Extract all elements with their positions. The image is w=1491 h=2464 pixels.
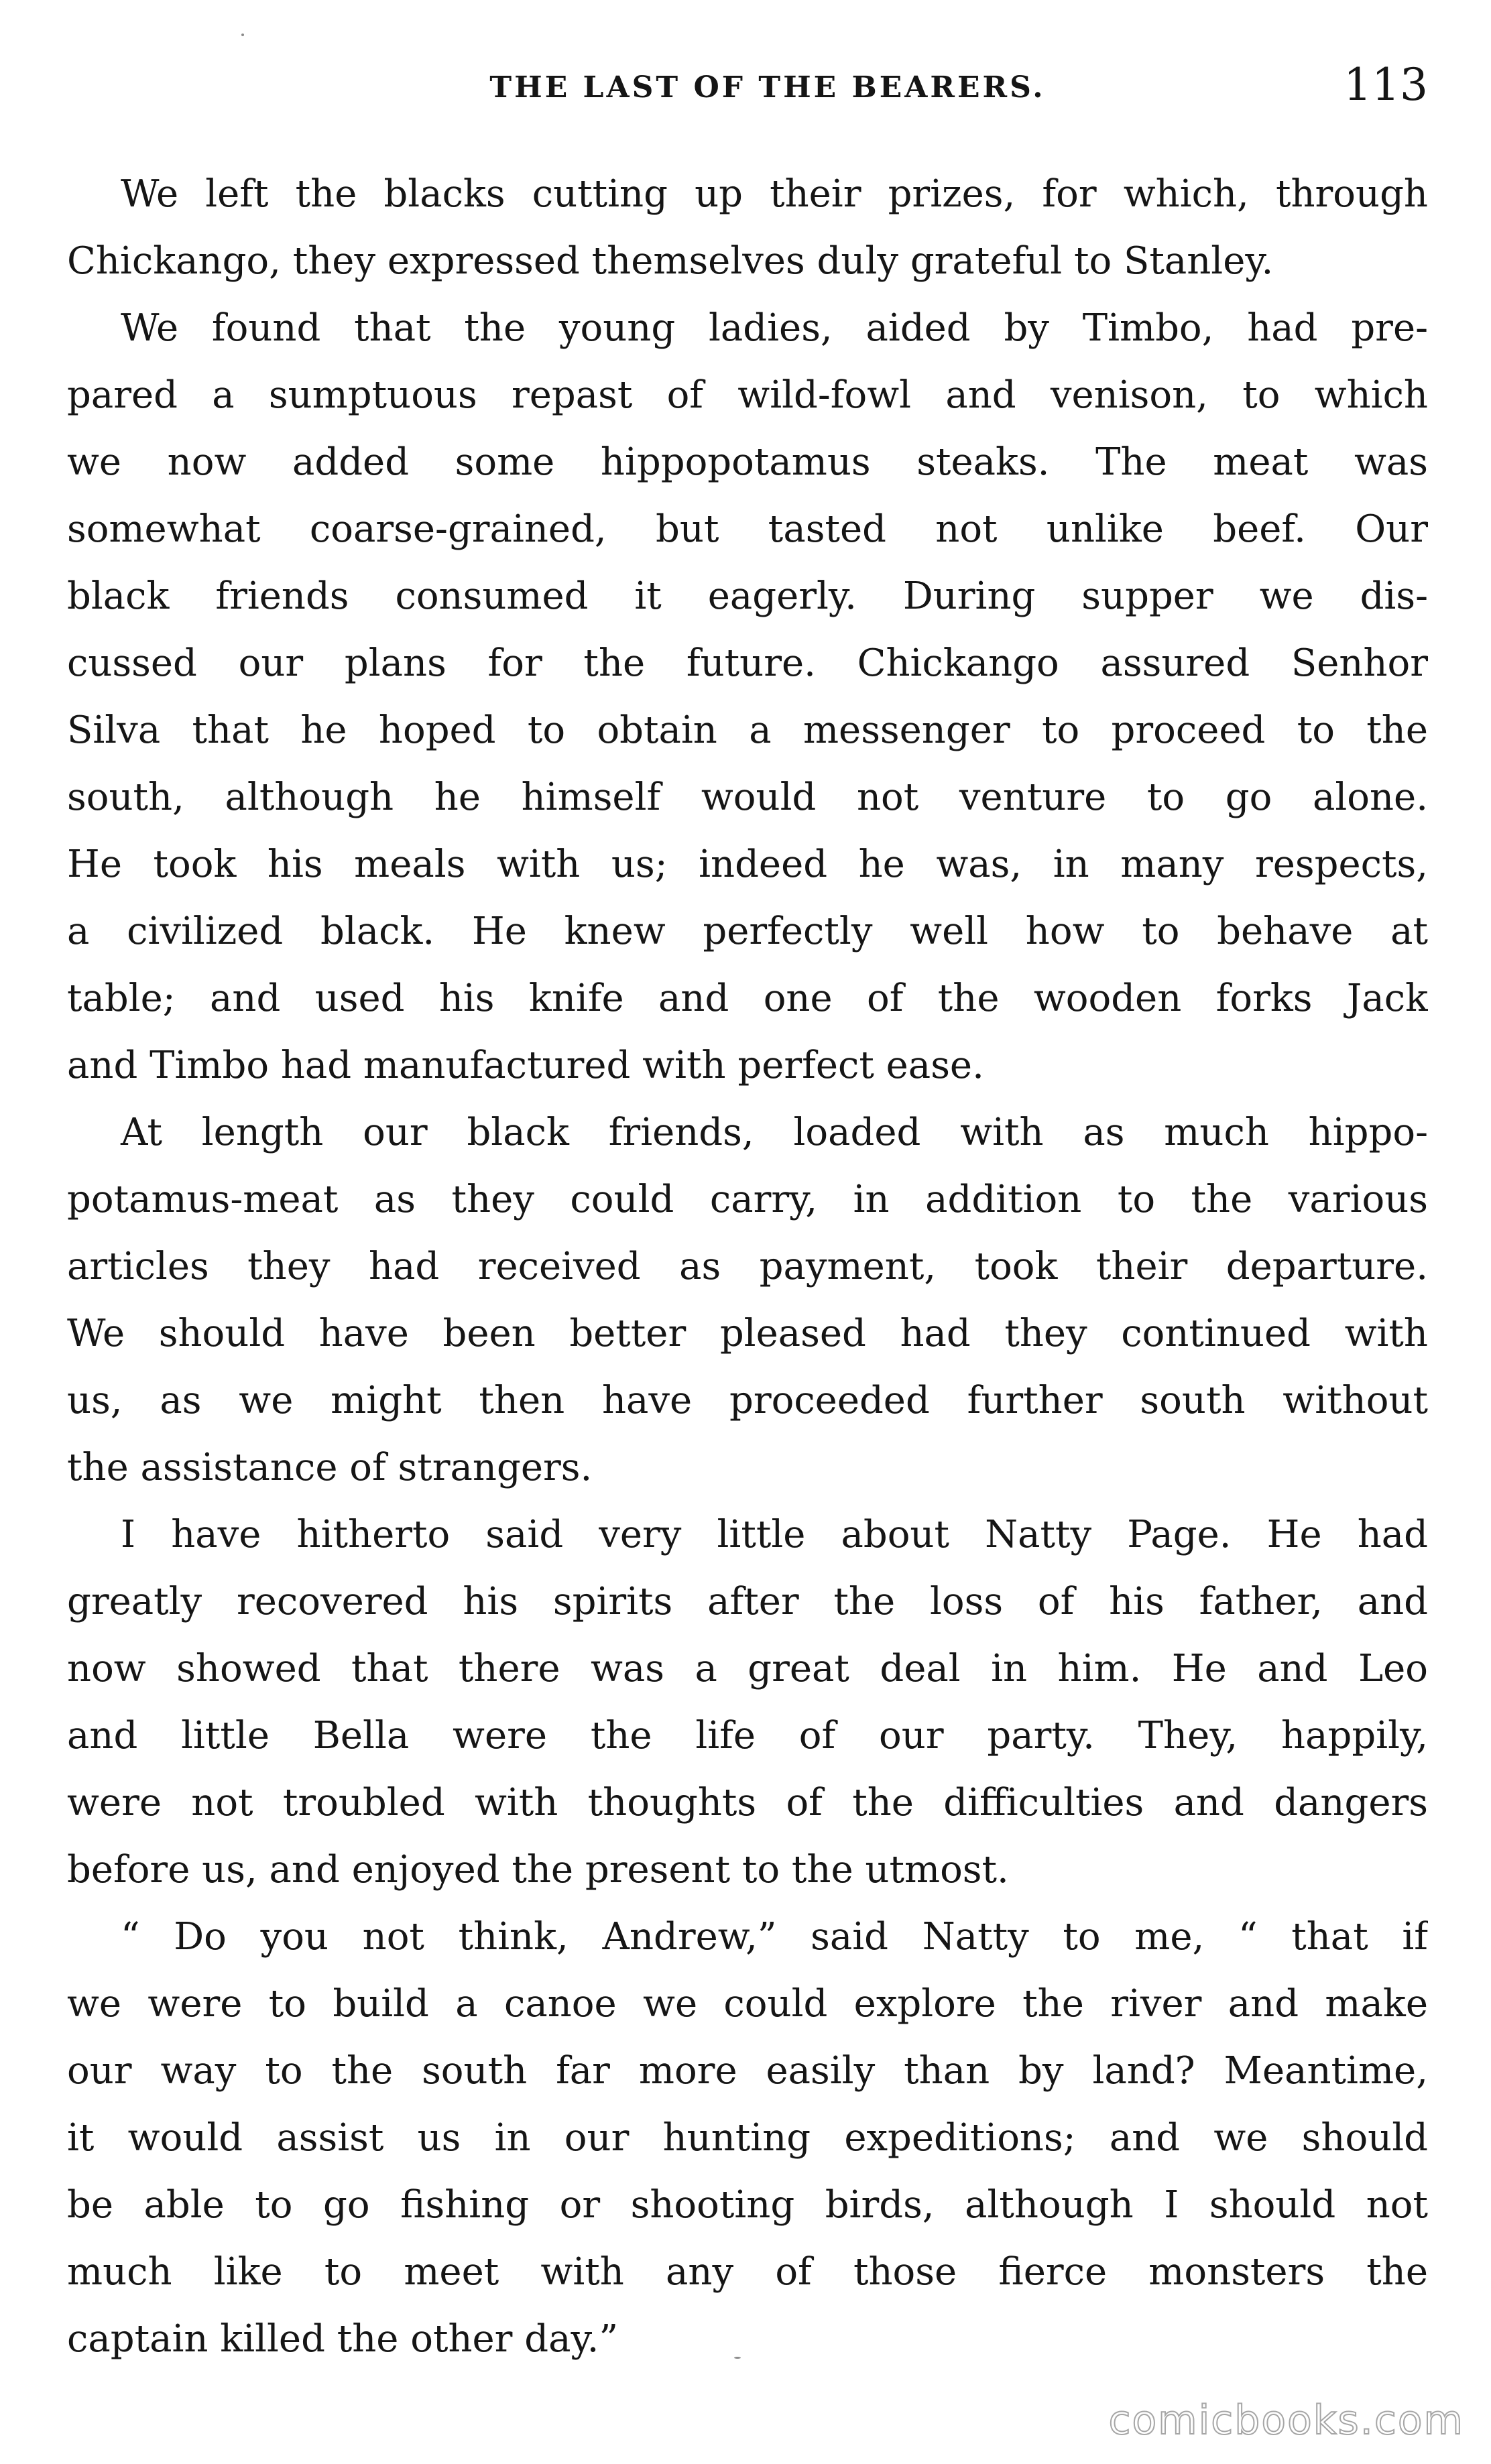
text-line: us, as we might then have proceeded further south without: [67, 1379, 1428, 1422]
text-line: it would assist us in our hunting expeditions; and we should: [67, 2116, 1428, 2160]
text-line: somewhat coarse-grained, but tasted not unlike beef. Our: [67, 507, 1428, 551]
text-line: we were to build a canoe we could explore the river and make: [67, 1982, 1428, 2026]
text-line: and little Bella were the life of our party. They, happily,: [67, 1714, 1428, 1758]
text-line: be able to go fishing or shooting birds, although I should not: [67, 2183, 1428, 2227]
body-text: [67, 161, 1428, 2373]
text-line: south, although he himself would not venture to go alone.: [67, 776, 1428, 819]
paragraph: [67, 1904, 1428, 2373]
text-line: cussed our plans for the future. Chickango assured Senhor: [67, 641, 1428, 685]
text-line: At length our black friends, loaded with as much hippo-: [121, 1111, 1428, 1154]
text-line: potamus-meat as they could carry, in addition to the various: [67, 1178, 1428, 1221]
text-line: and Timbo had manufactured with perfect ease.: [67, 1044, 984, 1087]
text-line: articles they had received as payment, took their departure.: [67, 1245, 1428, 1288]
running-head: THE LAST OF THE BEARERS.: [489, 70, 1046, 105]
text-line: table; and used his knife and one of the wooden forks Jack: [67, 977, 1428, 1020]
paragraph: [67, 295, 1428, 1099]
text-line: much like to meet with any of those fierce monsters the: [67, 2250, 1428, 2294]
watermark: comicbooks.com: [1108, 2397, 1464, 2444]
text-line: the assistance of strangers.: [67, 1446, 593, 1489]
text-line: He took his meals with us; indeed he was, in many respects,: [67, 843, 1428, 886]
text-line: Chickango, they expressed themselves duly grateful to Stanley.: [67, 239, 1274, 283]
print-speck: [734, 2357, 741, 2359]
print-speck: [241, 34, 244, 36]
text-line: we now added some hippopotamus steaks. The meat was: [67, 440, 1428, 484]
text-line: We should have been better pleased had they continued with: [67, 1312, 1428, 1355]
text-line: were not troubled with thoughts of the difficulties and dangers: [67, 1781, 1428, 1825]
text-line: We found that the young ladies, aided by Timbo, had pre-: [121, 306, 1428, 350]
text-line: before us, and enjoyed the present to the utmost.: [67, 1848, 1009, 1892]
page-header: [67, 59, 1428, 119]
text-line: captain killed the other day.”: [67, 2317, 619, 2361]
text-line: “ Do you not think, Andrew,” said Natty to me, “ that if: [121, 1915, 1428, 1959]
text-line: black friends consumed it eagerly. During supper we dis-: [67, 574, 1428, 618]
text-line: pared a sumptuous repast of wild-fowl and venison, to which: [67, 373, 1428, 417]
text-line: our way to the south far more easily than by land? Meantime,: [67, 2049, 1428, 2093]
text-line: I have hitherto said very little about Natty Page. He had: [121, 1513, 1428, 1556]
paragraph: [67, 1099, 1428, 1501]
text-line: greatly recovered his spirits after the loss of his father, and: [67, 1580, 1428, 1623]
text-line: a civilized black. He knew perfectly well how to behave at: [67, 910, 1428, 953]
paragraph: [67, 161, 1428, 295]
text-line: We left the blacks cutting up their prizes, for which, through: [121, 172, 1428, 216]
text-line: now showed that there was a great deal in him. He and Leo: [67, 1647, 1428, 1690]
page-number: 113: [1344, 59, 1428, 111]
paragraph: [67, 1501, 1428, 1904]
text-line: Silva that he hoped to obtain a messenger to proceed to the: [67, 709, 1428, 752]
